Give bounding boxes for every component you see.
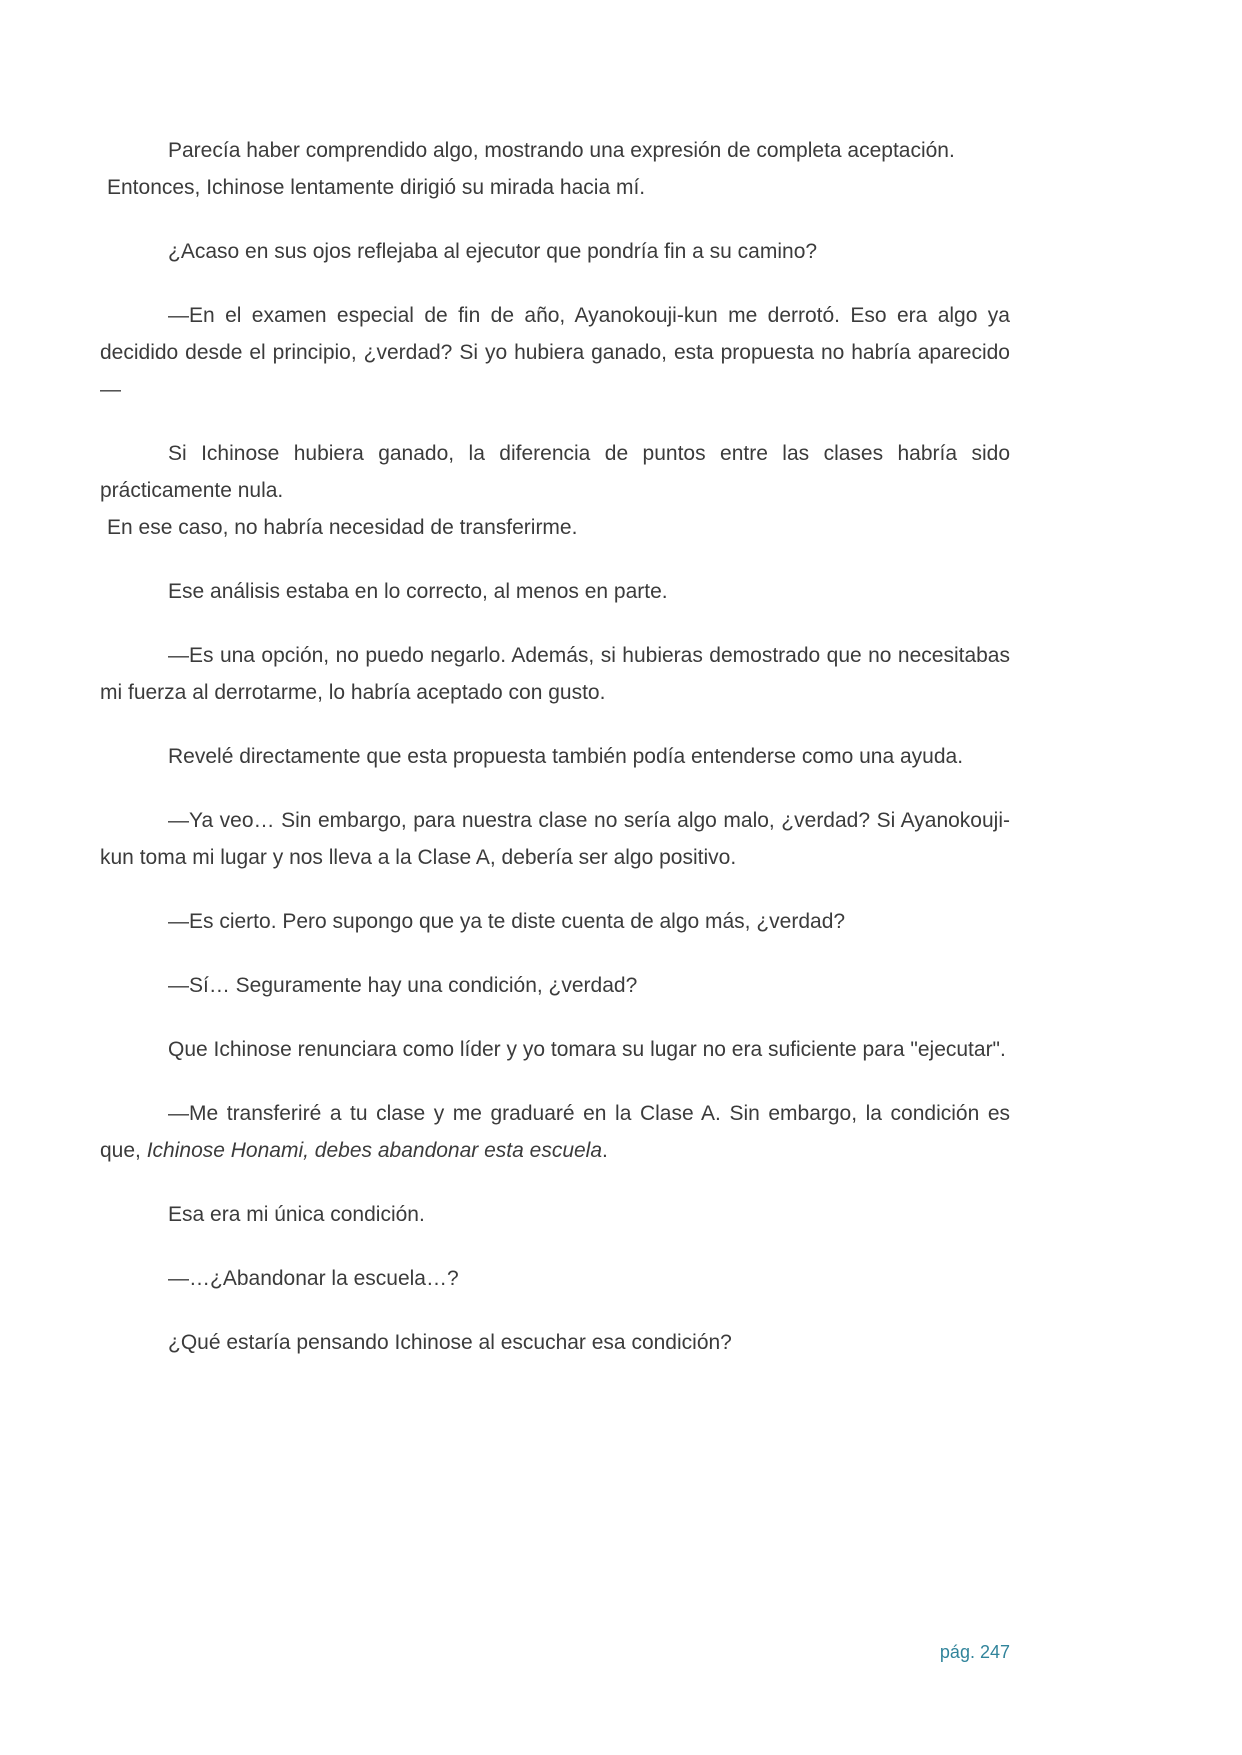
paragraph: ¿Acaso en sus ojos reflejaba al ejecutor que pondría fin a su camino? [168,240,818,263]
paragraph: Ese análisis estaba en lo correcto, al menos en parte. [168,580,668,603]
paragraph: —Ya veo… Sin embargo, para nuestra clase no sería algo malo, ¿verdad? Si Ayanokouji-kun toma mi lugar y nos lleva a la Clase A, debería ser algo positivo. [100,809,1010,869]
paragraph: Si Ichinose hubiera ganado, la diferencia de puntos entre las clases habría sido prácticamente nula. [100,442,1010,502]
paragraph: Parecía haber comprendido algo, mostrando una expresión de completa aceptación. [168,139,955,162]
paragraph-text-italic: Ichinose Honami, debes abandonar esta escuela [146,1139,603,1162]
paragraph: Esa era mi única condición. [168,1203,425,1226]
paragraph [100,1095,1010,1169]
paragraph: ¿Qué estaría pensando Ichinose al escuchar esa condición? [168,1331,732,1354]
paragraph: En ese caso, no habría necesidad de transferirme. [107,516,578,539]
paragraph: —En el examen especial de fin de año, Ayanokouji-kun me derrotó. Eso era algo ya decidido desde el principio, ¿verdad? Si yo hubiera ganado, esta propuesta no habría aparecido— [100,304,1010,401]
paragraph-text: —Me transferiré a tu clase y me graduaré en la Clase A. Sin embargo, la condición es que, [100,1102,1010,1162]
page-number: pág. 247 [939,1642,1010,1662]
paragraph: —Es cierto. Pero supongo que ya te diste cuenta de algo más, ¿verdad? [168,910,846,933]
paragraph-text: . [602,1139,608,1162]
paragraph: —Es una opción, no puedo negarlo. Además, si hubieras demostrado que no necesitabas mi fuerza al derrotarme, lo habría aceptado con gusto. [100,644,1010,704]
paragraph: Que Ichinose renunciara como líder y yo tomara su lugar no era suficiente para "ejecutar". [168,1038,1006,1061]
paragraph: —…¿Abandonar la escuela…? [168,1267,459,1290]
paragraph: —Sí… Seguramente hay una condición, ¿verdad? [168,974,638,997]
paragraph: Revelé directamente que esta propuesta también podía entenderse como una ayuda. [168,745,964,768]
paragraph: Entonces, Ichinose lentamente dirigió su mirada hacia mí. [107,176,646,199]
